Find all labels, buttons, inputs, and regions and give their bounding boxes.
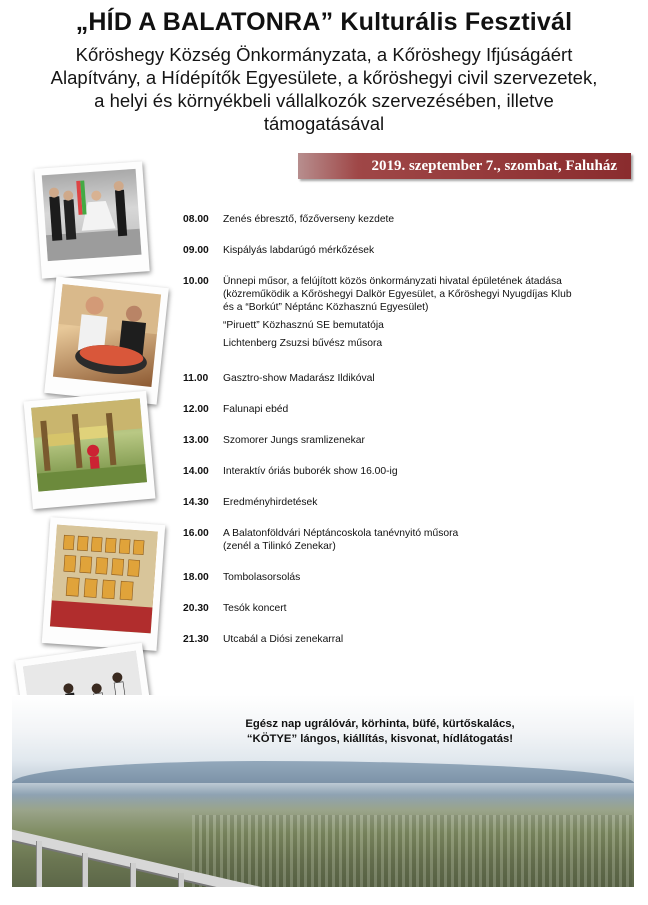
- schedule-time: 11.00: [183, 373, 209, 384]
- fair-stalls-image: [31, 398, 147, 491]
- photo-cooking: [44, 276, 169, 404]
- schedule-time: 14.00: [183, 466, 209, 477]
- schedule-time: 08.00: [183, 214, 209, 225]
- organizers-text: [14, 43, 634, 135]
- schedule-text: Interaktív óriás buborék show 16.00-ig: [223, 466, 398, 477]
- lake-shape: [12, 761, 634, 783]
- bridge-pillar: [36, 841, 42, 887]
- schedule-description: [223, 213, 631, 226]
- date-banner: 2019. szeptember 7., szombat, Faluház: [298, 153, 631, 179]
- schedule-description: [223, 434, 631, 447]
- subtitle-line: Kőröshegy Község Önkormányzata, a Kőröshegy Ifjúságáért: [75, 44, 573, 65]
- schedule-time: 13.00: [183, 435, 209, 446]
- subtitle-line: a helyi és környékbeli vállalkozók szervezésében, illetve: [94, 90, 554, 111]
- schedule-text: és a “Borkút” Néptánc Közhasznú Egyesület): [223, 302, 429, 313]
- folk-dancers-image: [42, 169, 142, 261]
- schedule-time: 10.00: [183, 276, 209, 287]
- schedule-text: Ünnepi műsor, a felújított közös önkormányzati hivatal épületének átadása: [223, 276, 562, 287]
- schedule-description: [223, 571, 631, 584]
- schedule-time: 12.00: [183, 404, 209, 415]
- bridge-pillar: [82, 853, 88, 887]
- schedule-description: [223, 465, 631, 478]
- subtitle-line: Alapítvány, a Hídépítők Egyesülete, a kőröshegyi civil szervezetek,: [50, 67, 598, 88]
- village-shape: [192, 815, 632, 887]
- schedule-text: Szomorer Jungs sramlizenekar: [223, 435, 365, 446]
- schedule-text: Lichtenberg Zsuzsi bűvész műsora: [223, 338, 383, 349]
- honey-jars-image: [50, 525, 158, 634]
- schedule-description: [223, 372, 631, 385]
- schedule-text: Falunapi ebéd: [223, 404, 289, 415]
- schedule-description: [223, 496, 631, 509]
- bridge-pillar: [178, 873, 184, 887]
- schedule-text: A Balatonföldvári Néptáncoskola tanévnyitó műsora: [223, 528, 459, 539]
- schedule-description: [223, 244, 631, 257]
- schedule-text: Kispályás labdarúgó mérkőzések: [223, 245, 375, 256]
- schedule-text: (zenél a Tilinkó Zenekar): [223, 541, 336, 552]
- schedule-description: [223, 275, 631, 350]
- schedule-text: (közreműködik a Kőröshegyi Dalkör Egyesület, a Kőröshegyi Nyugdíjas Klub: [223, 289, 572, 300]
- schedule-text: Tesók koncert: [223, 603, 287, 614]
- schedule-time: 09.00: [183, 245, 209, 256]
- page-title: „HÍD A BALATONRA” Kulturális Fesztivál: [75, 8, 573, 36]
- photo-folk-dancers: [34, 161, 149, 278]
- schedule-description: [223, 527, 631, 553]
- schedule-time: 18.00: [183, 572, 209, 583]
- schedule-text: Utcabál a Diósi zenekarral: [223, 634, 344, 645]
- photo-honey-jars: [42, 517, 166, 651]
- footer-line: Egész nap ugrálóvár, körhinta, büfé, kürtőskalács,: [245, 718, 515, 730]
- bridge-pillar: [130, 863, 136, 887]
- schedule-text: Tombolasorsolás: [223, 572, 301, 583]
- schedule-text: Gasztro-show Madarász Ildikóval: [223, 373, 375, 384]
- schedule-time: 16.00: [183, 528, 209, 539]
- photo-fair-stalls: [24, 391, 156, 509]
- subtitle-line: támogatásával: [263, 113, 385, 134]
- schedule-description: [223, 403, 631, 416]
- schedule-description: [223, 602, 631, 615]
- schedule-text: Zenés ébresztő, főzőverseny kezdete: [223, 214, 395, 225]
- schedule-time: 14.30: [183, 497, 209, 508]
- schedule-text: “Piruett” Közhasznú SE bemutatója: [223, 320, 384, 331]
- schedule-time: 20.30: [183, 603, 209, 614]
- cooking-image: [53, 284, 161, 387]
- schedule-description: [223, 633, 631, 646]
- schedule-text: Eredményhirdetések: [223, 497, 318, 508]
- footer-line: “KÖTYE” lángos, kiállítás, kisvonat, hídlátogatás!: [246, 733, 514, 745]
- all-day-activities: [180, 717, 580, 747]
- schedule-time: 21.30: [183, 634, 209, 645]
